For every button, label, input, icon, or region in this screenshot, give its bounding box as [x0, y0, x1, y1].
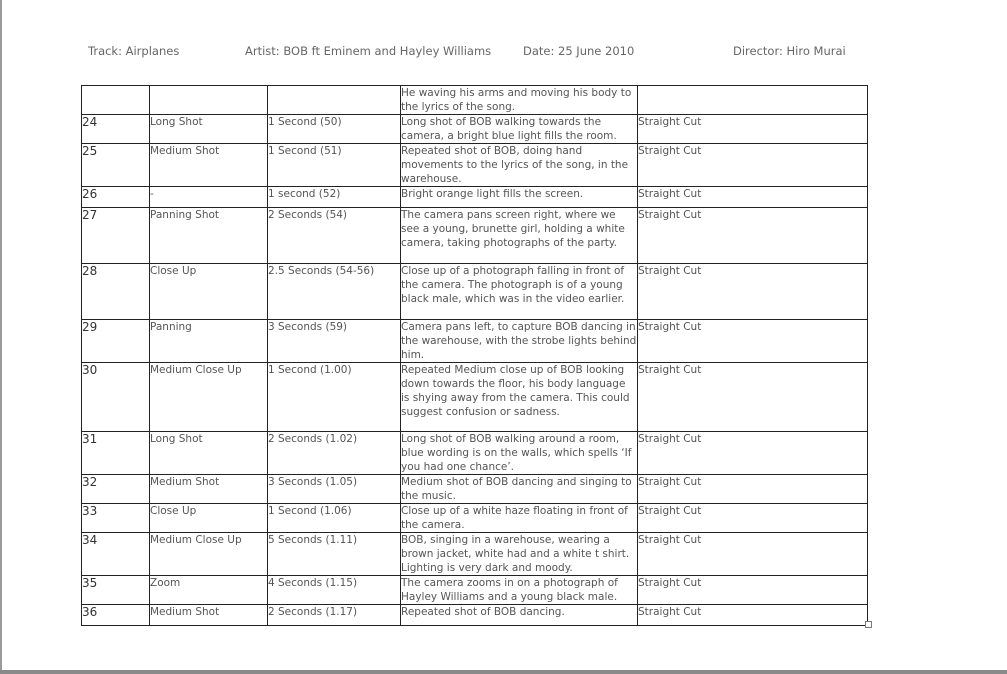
shot-duration-cell: 3 Seconds (1.05)	[268, 475, 401, 504]
table-row	[82, 264, 868, 320]
shot-duration-cell: 1 Second (51)	[268, 144, 401, 187]
shot-duration-cell: 2 Seconds (54)	[268, 208, 401, 264]
shot-transition-cell: Straight Cut	[638, 432, 868, 475]
shot-description-cell: Repeated Medium close up of BOB looking down towards the floor, his body language is shying away from the camera. This could suggest confusion or sadness.	[401, 363, 638, 432]
shot-list-body	[82, 86, 868, 626]
shot-duration-cell: 1 second (52)	[268, 187, 401, 208]
shot-type-cell: Medium Shot	[150, 475, 268, 504]
shot-number-cell	[82, 86, 150, 115]
shot-description-cell: Long shot of BOB walking towards the camera, a bright blue light fills the room.	[401, 115, 638, 144]
table-row	[82, 86, 868, 115]
table-row	[82, 115, 868, 144]
shot-type-cell: Close Up	[150, 264, 268, 320]
shot-type-cell: Zoom	[150, 576, 268, 605]
shot-transition-cell: Straight Cut	[638, 144, 868, 187]
shot-transition-cell: Straight Cut	[638, 605, 868, 626]
table-row	[82, 208, 868, 264]
shot-transition-cell: Straight Cut	[638, 504, 868, 533]
table-row	[82, 363, 868, 432]
shot-type-cell: -	[150, 187, 268, 208]
shot-duration-cell: 3 Seconds (59)	[268, 320, 401, 363]
table-row	[82, 533, 868, 576]
shot-description-cell: Medium shot of BOB dancing and singing to the music.	[401, 475, 638, 504]
shot-type-cell: Long Shot	[150, 115, 268, 144]
shot-description-cell: Long shot of BOB walking around a room, blue wording is on the walls, which spells ‘If you had one chance’.	[401, 432, 638, 475]
shot-transition-cell: Straight Cut	[638, 264, 868, 320]
shot-transition-cell	[638, 86, 868, 115]
shot-type-cell: Panning Shot	[150, 208, 268, 264]
shot-number-cell: 26	[82, 187, 150, 208]
shot-number-cell: 24	[82, 115, 150, 144]
table-row	[82, 504, 868, 533]
shot-type-cell: Long Shot	[150, 432, 268, 475]
shot-number-cell: 36	[82, 605, 150, 626]
shot-description-cell: Repeated shot of BOB, doing hand movements to the lyrics of the song, in the warehouse.	[401, 144, 638, 187]
shot-number-cell: 28	[82, 264, 150, 320]
shot-type-cell	[150, 86, 268, 115]
header-track: Track: Airplanes	[88, 44, 180, 58]
shot-transition-cell: Straight Cut	[638, 208, 868, 264]
shot-type-cell: Medium Shot	[150, 144, 268, 187]
table-resize-handle[interactable]	[865, 621, 872, 628]
table-row	[82, 432, 868, 475]
shot-duration-cell: 4 Seconds (1.15)	[268, 576, 401, 605]
shot-description-cell: Close up of a photograph falling in front of the camera. The photograph is of a young black male, which was in the video earlier.	[401, 264, 638, 320]
shot-number-cell: 31	[82, 432, 150, 475]
shot-type-cell: Medium Close Up	[150, 533, 268, 576]
shot-number-cell: 34	[82, 533, 150, 576]
shot-transition-cell: Straight Cut	[638, 533, 868, 576]
shot-type-cell: Close Up	[150, 504, 268, 533]
shot-duration-cell: 2.5 Seconds (54-56)	[268, 264, 401, 320]
shot-transition-cell: Straight Cut	[638, 363, 868, 432]
shot-type-cell: Medium Shot	[150, 605, 268, 626]
page-left-edge	[0, 0, 2, 674]
shot-transition-cell: Straight Cut	[638, 576, 868, 605]
shot-duration-cell: 1 Second (50)	[268, 115, 401, 144]
shot-description-cell: Camera pans left, to capture BOB dancing in the warehouse, with the strobe lights behind him.	[401, 321, 637, 361]
table-row	[82, 144, 868, 187]
shot-number-cell: 35	[82, 576, 150, 605]
shot-number-cell: 25	[82, 144, 150, 187]
shot-number-cell: 30	[82, 363, 150, 432]
header-artist: Artist: BOB ft Eminem and Hayley Williams	[245, 44, 492, 58]
table-row	[82, 576, 868, 605]
shot-duration-cell	[268, 86, 401, 115]
shot-type-cell: Panning	[150, 320, 268, 363]
header-director: Director: Hiro Murai	[733, 44, 846, 58]
shot-description-cell: Close up of a white haze floating in front of the camera.	[401, 504, 638, 533]
shot-transition-cell: Straight Cut	[638, 187, 868, 208]
table-row	[82, 605, 868, 626]
shot-description-cell: The camera zooms in on a photograph of Hayley Williams and a young black male.	[401, 576, 638, 605]
shot-transition-cell: Straight Cut	[638, 320, 868, 363]
shot-list-table	[81, 85, 868, 626]
shot-number-cell: 32	[82, 475, 150, 504]
shot-duration-cell: 2 Seconds (1.17)	[268, 605, 401, 626]
shot-number-cell: 29	[82, 320, 150, 363]
shot-description-cell: Bright orange light fills the screen.	[401, 187, 638, 208]
shot-transition-cell: Straight Cut	[638, 115, 868, 144]
page-bottom-edge	[0, 670, 1007, 674]
shot-number-cell: 27	[82, 208, 150, 264]
table-row	[82, 187, 868, 208]
table-row	[82, 475, 868, 504]
shot-duration-cell: 1 Second (1.06)	[268, 504, 401, 533]
shot-description-cell: He waving his arms and moving his body to the lyrics of the song.	[401, 86, 638, 115]
shot-transition-cell: Straight Cut	[638, 475, 868, 504]
shot-description-cell: The camera pans screen right, where we see a young, brunette girl, holding a white camera, taking photographs of the party.	[401, 208, 638, 264]
shot-number-cell: 33	[82, 504, 150, 533]
shot-type-cell: Medium Close Up	[150, 363, 268, 432]
shot-duration-cell: 5 Seconds (1.11)	[268, 533, 401, 576]
shot-description-cell: Repeated shot of BOB dancing.	[401, 605, 638, 626]
shot-duration-cell: 1 Second (1.00)	[268, 363, 401, 432]
table-row	[82, 320, 868, 363]
shot-duration-cell: 2 Seconds (1.02)	[268, 432, 401, 475]
header-date: Date: 25 June 2010	[523, 44, 635, 58]
shot-description-cell: BOB, singing in a warehouse, wearing a brown jacket, white had and a white t shirt. Lighting is very dark and moody.	[401, 533, 638, 576]
